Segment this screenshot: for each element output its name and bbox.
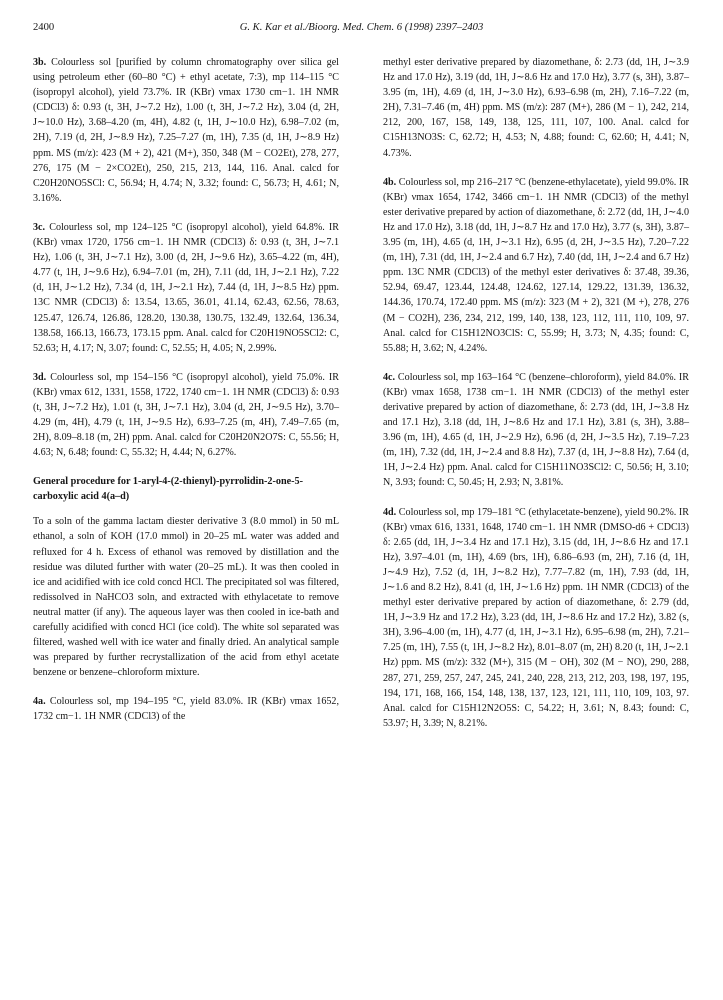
entry-text: Colourless sol, mp 154–156 °C (isopropyl alcohol), yield 75.0%. IR (KBr) νmax 612, 1331, 1558, 1722, 1740 cm−1. 1H NMR (CDCl3) δ: 0.93 (t, 3H, J∼7.2 Hz), 1.01 (t, 3H, J∼7.1 Hz), 3.04 (d, 2H, J∼9.5 Hz), 3.70–4.29 (m, 4H), 4.79 (t, 1H, J∼9.5 Hz), 6.93–7.25 (m, 4H), 7.49–7.65 (m, 2H), 8.09–8.18 (m, 2H) ppm. Anal. calcd for C20H20N2O7S: C, 55.56; H, 4.63; N, 6.48; found: C, 55.32; H, 4.44; N, 6.27%. <box>33 371 339 459</box>
entry-4d <box>383 505 689 731</box>
entry-text: Colourless sol [purified by column chromatography over silica gel using petroleum ether (60–80 °C) + ethyl acetate, 7:3), mp 114–115 °C (isopropyl alcohol), yield 73.7%. IR (KBr) νmax 1730 cm−1. 1H NMR (CDCl3) δ: 0.93 (t, 3H, J∼7.2 Hz), 1.00 (t, 3H, J∼7.2 Hz), 3.04 (d, 2H, J∼10.0 Hz), 3.68–4.20 (m, 4H), 4.82 (t, 1H, J∼10.0 Hz), 6.98–7.02 (m, 2H), 7.19 (d, 2H, J∼8.9 Hz), 7.25–7.27 (m, 1H), 7.35 (d, 1H, J∼8.9 Hz) ppm. MS (m/z): 423 (M + 2), 421 (M+), 350, 348 (M − CO2Et), 278, 277, 276, 175 (M − 2×CO2Et), 250, 215, 213, 144, 116. Anal. calcd for C20H20NO5SCl: C, 56.94; H, 4.74; N, 3.32; found: C, 56.73; H, 4.61; N, 3.16%. <box>33 57 339 204</box>
entry-label: 4d. <box>383 506 397 518</box>
entry-label: 3c. <box>33 221 46 233</box>
entry-3c <box>33 220 339 356</box>
entry-text: Colourless sol, mp 124–125 °C (isopropyl alcohol), yield 64.8%. IR (KBr) νmax 1720, 1756 cm−1. 1H NMR (CDCl3) δ: 0.93 (t, 3H, J∼7.1 Hz), 1.06 (t, 3H, J∼7.1 Hz), 3.00 (d, 2H, J∼9.6 Hz), 3.65–4.22 (m, 4H), 4.77 (t, 1H, J∼9.6 Hz), 6.94–7.01 (m, 2H), 7.11 (dd, 1H, J∼2.1 Hz), 7.22 (d, 1H, J∼1.2 Hz), 7.34 (d, 1H, J∼2.1 Hz), 7.44 (d, 1H, J∼8.5 Hz) ppm. 13C NMR (CDCl3) δ: 13.54, 13.65, 36.01, 41.14, 62.43, 62.56, 78.63, 125.47, 126.74, 126.86, 128.20, 130.38, 130.75, 132.49, 132.64, 136.34, 138.58, 166.13, 166.73, 173.15 ppm. Anal. calcd for C20H19NO5SCl2: C, 52.63; H, 4.17; N, 3.07; found: C, 52.55; H, 4.05; N, 2.99%. <box>33 221 339 354</box>
running-header <box>33 22 690 40</box>
right-column <box>383 55 689 745</box>
entry-label: 4a. <box>33 696 46 708</box>
entry-text: Colourless sol, mp 179–181 °C (ethylacetate-benzene), yield 90.2%. IR (KBr) νmax 616, 1331, 1648, 1740 cm−1. 1H NMR (DMSO-d6 + CDCl3) δ: 2.65 (dd, 1H, J∼3.4 Hz and 17.1 Hz), 3.15 (dd, 1H, J∼8.6 Hz and 17.1 Hz), 3.97–4.01 (m, 1H), 4.69 (brs, 1H), 6.86–6.93 (m, 2H), 7.16 (d, 1H, J∼4.9 Hz), 7.52 (d, 1H, J∼8.2 Hz), 7.77–7.82 (m, 1H), 7.93 (dd, 1H, J∼1.6 and 8.2 Hz), 8.41 (d, 1H, J∼1.6 Hz) ppm. 1H NMR (CDCl3) of the methyl ester derivative prepared by action of diazomethane, δ: 2.79 (dd, 1H, J∼3.9 Hz and 17.2 Hz), 3.23 (dd, 1H, J∼8.6 Hz and 17.2 Hz), 3.82 (s, 3H), 3.96–4.00 (m, 1H), 4.77 (d, 1H, J∼3.1 Hz), 6.95–6.98 (m, 2H), 7.21–7.25 (m, 1H), 7.55 (t, 1H, J∼8.2 Hz), 8.01–8.07 (m, 2H) 8.20 (t, 1H, J∼2.1 Hz) ppm. MS (m/z): 332 (M+), 315 (M − OH), 302 (M − NO), 290, 288, 287, 271, 259, 257, 247, 245, 241, 240, 228, 213, 212, 203, 198, 197, 195, 194, 171, 168, 166, 154, 148, 138, 137, 123, 121, 111, 110, 109, 103, 97. Anal. calcd for C15H12N2O5S: C, 54.22; H, 3.61; N, 8.43; found: C, 53.97; H, 3.39; N, 8.21%. <box>383 506 689 729</box>
page-number: 2400 <box>33 22 55 33</box>
procedure-paragraph: To a soln of the gamma lactam diester derivative 3 (8.0 mmol) in 50 mL ethanol, a soln of KOH (17.0 mmol) in 20–25 mL water was added and refluxed for 4 h. Excess of ethanol was removed by distillation and the residue was diluted further with water (20–25 mL). It was then cooled in ice and acidified with ice cold concd HCl. The precipitated sol was filtered, redissolved in NaHCO3 soln, and extracted with ethylacetate to remove neutral matter (if any). The aqueous layer was then cooled in ice-bath and carefully acidified with concd HCl (ice cold). The white sol separated was filtered, washed well with ice water and finally dried. An analytical sample was prepared by further recrystallization of the acid from ethyl acetate benzene or benzene–chloroform mixture. <box>33 516 339 679</box>
entry-3b <box>33 55 339 206</box>
entry-text: Colourless sol, mp 163–164 °C (benzene–chloroform), yield 84.0%. IR (KBr) νmax 1658, 1738 cm−1. 1H NMR (CDCl3) of the methyl ester derivative prepared by action of diazomethane, δ: 2.73 (dd, 1H, J∼3.8 Hz and 17.1 Hz), 3.18 (dd, 1H, J∼8.6 Hz and 17.1 Hz), 3.81 (s, 3H), 3.88–3.96 (m, 1H), 4.65 (d, 1H, J∼2.9 Hz), 6.96 (d, 2H, J∼3.5 Hz), 7.19–7.23 (m, 1H), 7.32 (dd, 1H, J∼2.4 and 8.8 Hz), 7.37 (d, 1H, J∼8.8 Hz), 7.64 (d, 1H, J∼2.4 Hz) ppm. Anal. calcd for C15H11NO3SCl2: C, 50.56; H, 3.10; N, 3.93; found: C, 50.45; H, 2.93; N, 3.81%. <box>383 371 689 489</box>
entry-4b <box>383 175 689 356</box>
entry-3d <box>33 370 339 461</box>
entry-text: methyl ester derivative prepared by diazomethane, δ: 2.73 (dd, 1H, J∼3.9 Hz and 17.0 Hz), 3.19 (dd, 1H, J∼8.6 Hz and 17.0 Hz), 3.77 (s, 3H), 3.87–3.95 (m, 1H), 4.69 (d, 1H, J∼3.0 Hz), 6.93–6.98 (m, 2H), 7.16–7.22 (m, 2H), 7.31–7.46 (m, 4H) ppm. MS (m/z): 287 (M+), 286 (M − 1), 242, 214, 212, 200, 167, 158, 149, 138, 125, 111, 107, 100. Anal. calcd for C15H13NO3S: C, 62.72; H, 4.53; N, 4.88; found: C, 62.60; H, 4.41; N, 4.73%. <box>383 57 689 159</box>
left-column <box>33 55 339 739</box>
entry-text: Colourless sol, mp 194–195 °C, yield 83.0%. IR (KBr) νmax 1652, 1732 cm−1. 1H NMR (CDCl3) of the <box>33 696 339 723</box>
running-title: G. K. Kar et al./Bioorg. Med. Chem. 6 (1998) 2397–2403 <box>239 22 484 33</box>
entry-label: 4b. <box>383 176 397 188</box>
section-heading: General procedure for 1-aryl-4-(2-thienyl)-pyrrolidin-2-one-5-carboxylic acid 4(a–d) <box>33 476 304 503</box>
entry-4a-continued <box>383 55 689 161</box>
entry-label: 3b. <box>33 57 47 68</box>
entry-4a <box>33 694 339 724</box>
entry-4c <box>383 370 689 491</box>
entry-label: 4c. <box>383 371 396 383</box>
entry-text: Colourless sol, mp 216–217 °C (benzene-ethylacetate), yield 99.0%. IR (KBr) νmax 1654, 1742, 3466 cm−1. 1H NMR (CDCl3) of the methyl ester derivative prepared by action of diazomethane, δ: 2.72 (dd, 1H, J∼4.0 Hz and 17.0 Hz), 3.18 (dd, 1H, J∼8.7 Hz and 17.0 Hz), 3.77 (s, 3H), 3.87–3.95 (m, 1H), 4.65 (d, 1H, J∼3.1 Hz), 6.95 (d, 2H, J∼3.5 Hz), 7.20–7.22 (m, 1H), 7.31 (dd, 1H, J∼2.4 and 6.7 Hz), 7.40 (dd, 1H, J∼2.4 and 6.7 Hz) ppm. 13C NMR (CDCl3) of the methyl ester derivatives δ: 37.48, 39.36, 52.94, 69.47, 123.44, 124.48, 124.62, 127.14, 129.22, 131.39, 136.32, 144.36, 170.74, 172.40 ppm. MS (m/z): 323 (M + 2), 321 (M +), 278, 276 (M − CO2H), 236, 234, 212, 199, 140, 138, 123, 112, 111, 110, 109, 97. Anal. calcd for C15H12NO3ClS: C, 55.99; H, 3.73; N, 4.35; found: C, 55.88; H, 3.62; N, 4.24%. <box>383 176 689 354</box>
entry-label: 3d. <box>33 371 47 383</box>
